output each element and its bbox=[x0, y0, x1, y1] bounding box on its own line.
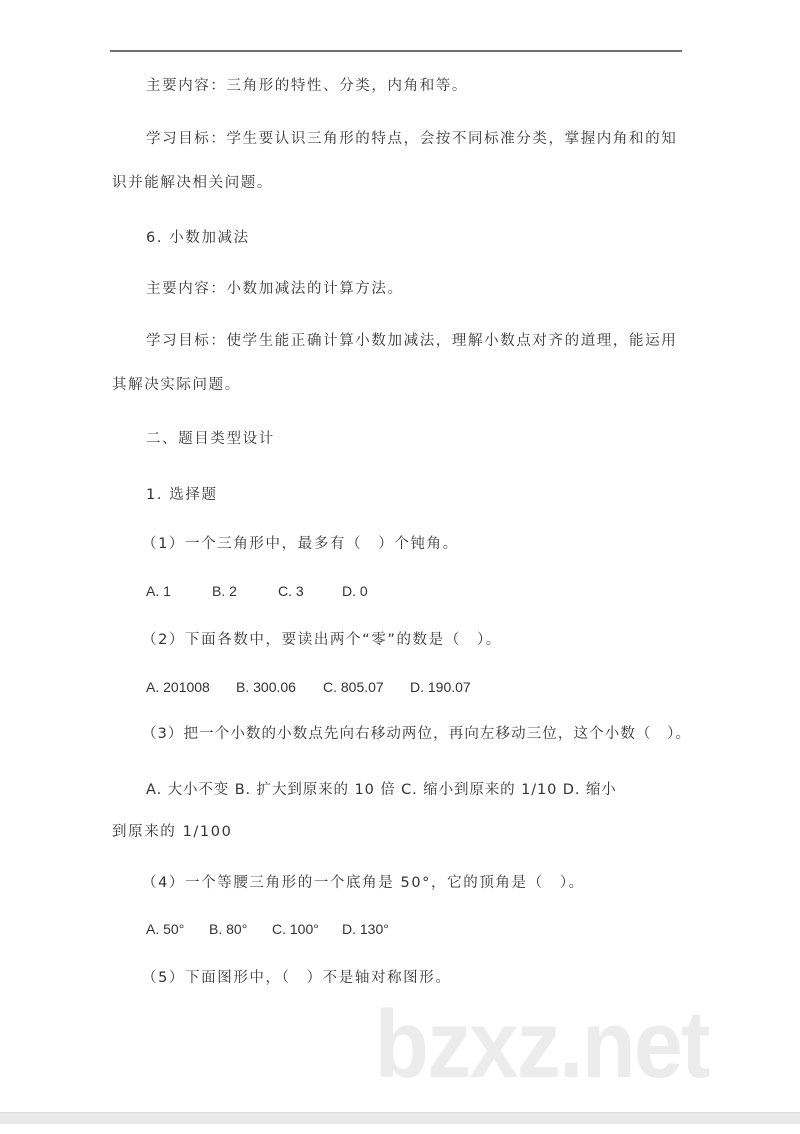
question-3-stem: （3）把一个小数的小数点先向右移动两位，再向左移动三位，这个小数（ ）。 bbox=[142, 726, 692, 742]
question-2-option-b: B. 300.06 bbox=[236, 679, 296, 695]
question-4-option-a: A. 50° bbox=[146, 921, 185, 937]
question-4-option-d: D. 130° bbox=[342, 921, 389, 937]
question-2-option-c: C. 805.07 bbox=[323, 679, 384, 695]
question-4-option-c: C. 100° bbox=[272, 921, 319, 937]
question-2-stem: （2）下面各数中，要读出两个“零”的数是（ ）。 bbox=[142, 632, 502, 648]
subsection-title-multiple-choice: 1. 选择题 bbox=[146, 487, 218, 503]
question-4-option-b: B. 80° bbox=[209, 921, 248, 937]
section-title-decimal-add-sub: 6. 小数加减法 bbox=[146, 230, 250, 246]
paragraph-learning-goal-decimal-line1: 学习目标：使学生能正确计算小数加减法，理解小数点对齐的道理，能运用 bbox=[146, 333, 678, 349]
next-page-top bbox=[0, 1124, 800, 1134]
paragraph-learning-goal-triangle-line1: 学习目标：学生要认识三角形的特点，会按不同标准分类，掌握内角和的知 bbox=[146, 131, 678, 147]
question-1-option-c: C. 3 bbox=[278, 583, 304, 599]
paragraph-learning-goal-decimal-line2: 其解决实际问题。 bbox=[112, 377, 241, 393]
paragraph-learning-goal-triangle-line2: 识并能解决相关问题。 bbox=[112, 175, 273, 191]
question-3-options-line1: A. 大小不变 B. 扩大到原来的 10 倍 C. 缩小到原来的 1/10 D. 缩小 bbox=[146, 782, 617, 798]
question-3-options-line2: 到原来的 1/100 bbox=[112, 824, 233, 840]
header-rule bbox=[110, 50, 682, 52]
question-1-stem: （1）一个三角形中，最多有（ ）个钝角。 bbox=[142, 536, 459, 552]
watermark-logo: bzxz.net bbox=[375, 991, 709, 1098]
question-1-option-b: B. 2 bbox=[212, 583, 237, 599]
question-1-option-a: A. 1 bbox=[146, 583, 171, 599]
paragraph-main-content-triangle: 主要内容：三角形的特性、分类，内角和等。 bbox=[146, 78, 468, 94]
question-5-stem: （5）下面图形中，（ ）不是轴对称图形。 bbox=[142, 970, 452, 986]
part-title-question-types: 二、题目类型设计 bbox=[146, 431, 275, 447]
question-2-option-a: A. 201008 bbox=[146, 679, 210, 695]
question-4-stem: （4）一个等腰三角形的一个底角是 50°，它的顶角是（ ）。 bbox=[142, 875, 585, 891]
question-1-option-d: D. 0 bbox=[342, 583, 368, 599]
question-2-option-d: D. 190.07 bbox=[410, 679, 471, 695]
paragraph-main-content-decimal: 主要内容：小数加减法的计算方法。 bbox=[146, 281, 404, 297]
